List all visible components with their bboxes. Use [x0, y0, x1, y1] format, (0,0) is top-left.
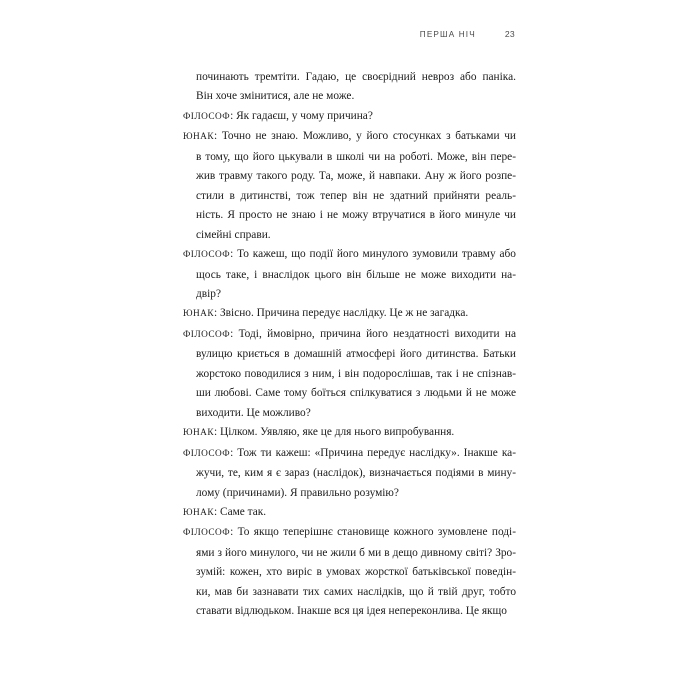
speaker-label: ЮНАК: [183, 428, 214, 439]
text-line: Він хоче змінитися, але не може.: [196, 90, 355, 103]
text-line: виходити. Це можливо?: [196, 406, 311, 419]
speaker-separator: :: [230, 248, 238, 261]
speaker-label: ФІЛОСОФ: [183, 250, 231, 261]
dialogue-paragraph: [183, 304, 516, 324]
text-line: щось таке, і внаслідок цього він більше не може виходити на-: [196, 268, 516, 281]
text-line: ФІЛОСОФ: Тоді, ймовірно, причина його нездатності виходити на: [183, 327, 516, 340]
page-number: 23: [504, 29, 515, 39]
dialogue-paragraph: [183, 245, 516, 304]
speaker-separator: :: [230, 109, 237, 122]
text-line: вулицю криється в домашній атмосфері його дитинства. Батьки: [196, 348, 516, 361]
text-line: зумій: кожен, хто виріс в умовах жорсткої батьківської поведін-: [196, 566, 516, 579]
speaker-label: ФІЛОСОФ: [183, 329, 231, 340]
text-line: стили в дитинстві, тож тепер він не здатний прийняти реаль-: [196, 189, 516, 202]
text-line: ши любові. Саме тому боїться спілкуватися з людьми й не може: [196, 387, 516, 400]
text-line: ки, мав би зазнавати тих самих наслідків, що й твій друг, тобто: [196, 585, 516, 598]
speaker-separator: :: [214, 307, 220, 320]
text-line: ями з його минулого, чи не жили б ми в дещо дивному світі? Зро-: [196, 546, 516, 559]
chapter-title: ПЕРША НІЧ: [419, 30, 476, 39]
dialogue-paragraph: [183, 444, 516, 503]
speaker-label: ЮНАК: [183, 507, 214, 518]
speaker-label: ФІЛОСОФ: [183, 448, 231, 459]
text-line: ЮНАК: Цілком. Уявляю, яке це для нього випробування.: [183, 426, 455, 439]
dialogue-paragraph: [183, 127, 516, 245]
text-line: лому (причинами). Я правильно розумію?: [196, 486, 399, 499]
text-line: в тому, що його цькували в школі чи на роботі. Може, він пере-: [196, 150, 516, 163]
text-line: ФІЛОСОФ: То якщо теперішнє становище кожного зумовлене поді-: [183, 526, 516, 539]
text-line: ЮНАК: Саме так.: [183, 505, 267, 518]
speaker-label: ЮНАК: [183, 309, 214, 320]
text-line: ставати відлюдьком. Інакше вся ця ідея непереконлива. Це якщо: [196, 605, 507, 618]
speaker-label: ФІЛОСОФ: [183, 111, 231, 122]
dialogue-paragraph: [183, 107, 516, 127]
text-line: ФІЛОСОФ: Як гадаєш, у чому причина?: [183, 109, 373, 122]
dialogue-paragraph: [183, 325, 516, 423]
text-line: ФІЛОСОФ: То кажеш, що події його минулого зумовили травму або: [183, 248, 516, 261]
speaker-separator: :: [214, 130, 222, 143]
dialogue-paragraph: [183, 503, 516, 523]
text-line: жучи, те, ким я є зараз (наслідок), визначається подіями в мину-: [196, 467, 516, 480]
dialogue-paragraph: [183, 523, 516, 621]
speaker-label: ФІЛОСОФ: [183, 528, 231, 539]
speaker-label: ЮНАК: [183, 132, 214, 143]
body-text-block: [183, 68, 516, 622]
text-line: ФІЛОСОФ: Тож ти кажеш: «Причина передує наслідку». Інакше ка-: [183, 446, 516, 459]
text-line: сімейні справи.: [196, 228, 271, 241]
speaker-separator: :: [214, 426, 220, 439]
text-line: ЮНАК: Звісно. Причина передує наслідку. Це ж не загадка.: [183, 307, 469, 320]
speaker-separator: :: [230, 526, 238, 539]
text-line: жорстоко поводилися з ним, і він подорослішав, так і не спізнав-: [196, 367, 516, 380]
running-head: [183, 29, 515, 39]
dialogue-paragraph: [183, 423, 516, 443]
text-line: двір?: [196, 287, 221, 300]
text-line: ність. Я просто не знаю і не можу втручатися в його минуле чи: [196, 209, 516, 222]
text-line: починають тремтіти. Гадаю, це своєрідний невроз або паніка.: [196, 71, 516, 83]
text-line: ЮНАК: Точно не знаю. Можливо, у його стосунках з батьками чи: [183, 130, 516, 143]
speaker-separator: :: [230, 446, 238, 459]
text-line: жив травму такого роду. Та, може, й навпаки. Ану ж його розпе-: [196, 170, 516, 183]
body-paragraph: [183, 68, 516, 107]
speaker-separator: :: [214, 505, 220, 518]
speaker-separator: :: [230, 327, 239, 340]
